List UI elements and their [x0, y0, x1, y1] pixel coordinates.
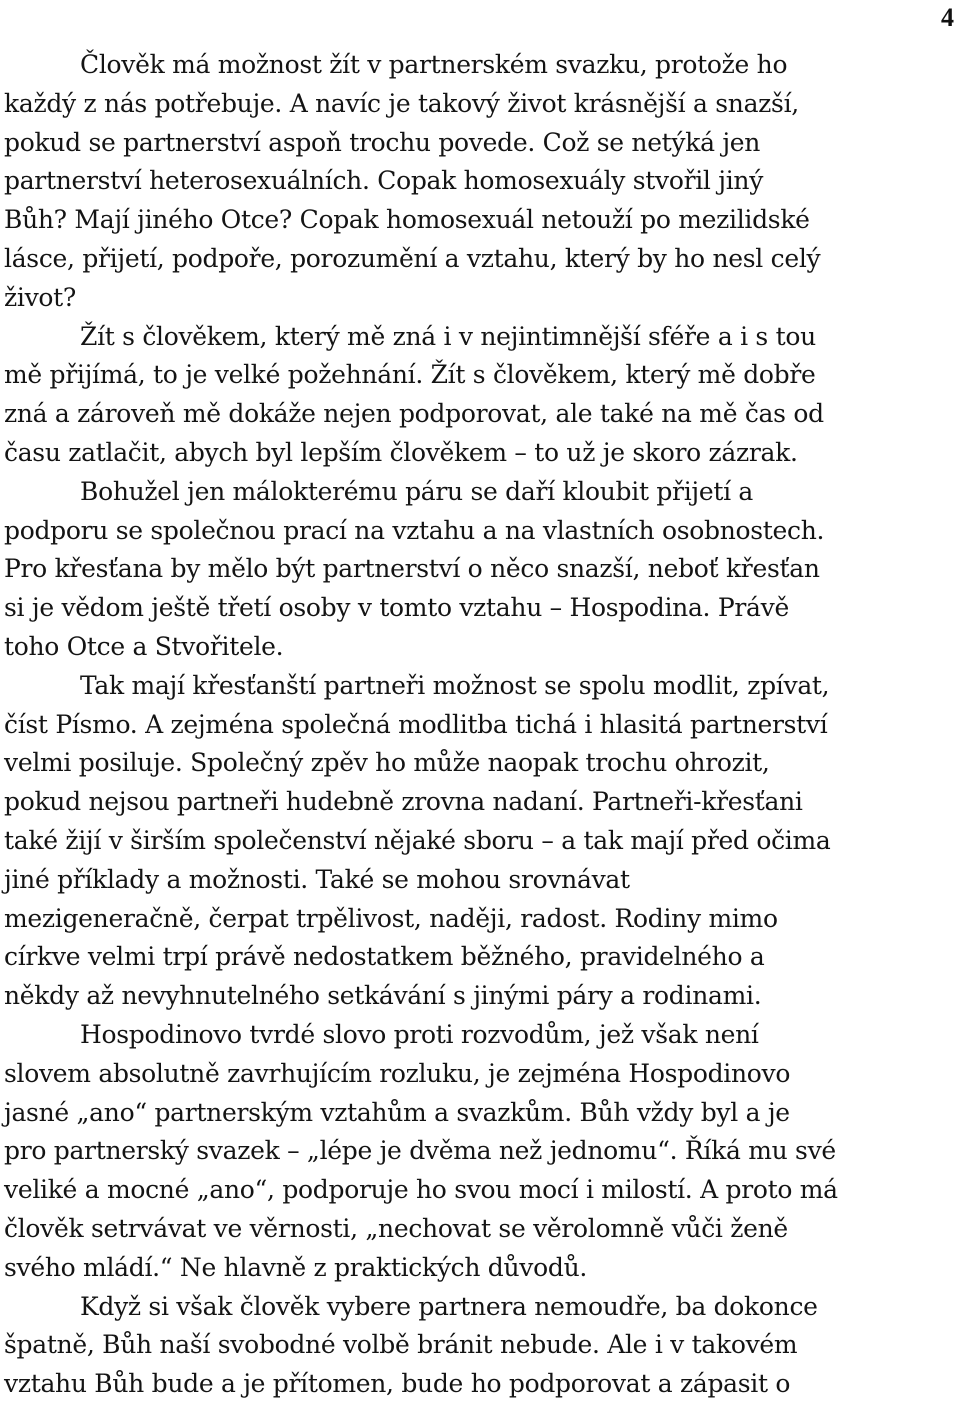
- text-line: také žijí v širším společenství nějaké sboru – a tak mají před očima: [4, 825, 831, 855]
- text-line: mezigeneračně, čerpat trpělivost, naději, radost. Rodiny mimo: [4, 903, 778, 933]
- text-line: mě přijímá, to je velké požehnání. Žít s člověkem, který mě dobře: [4, 360, 816, 390]
- text-line: Pro křesťana by mělo být partnerství o něco snazší, neboť křesťan: [4, 554, 820, 584]
- text-line: velmi posiluje. Společný zpěv ho může naopak trochu ohrozit,: [4, 748, 770, 778]
- text-line: Žít s člověkem, který mě zná i v nejintimnější sféře a i s tou: [80, 321, 816, 351]
- text-line: církve velmi trpí právě nedostatkem běžného, pravidelného a: [4, 942, 765, 972]
- paragraph: [4, 318, 960, 473]
- text-line: pokud se partnerství aspoň trochu povede. Což se netýká jen: [4, 127, 761, 157]
- text-line: každý z nás potřebuje. A navíc je takový život krásnější a snazší,: [4, 88, 799, 118]
- text-line: jasné „ano“ partnerským vztahům a svazkům. Bůh vždy byl a je: [4, 1097, 790, 1127]
- text-line: lásce, přijetí, podpoře, porozumění a vztahu, který by ho nesl celý: [4, 243, 821, 273]
- text-line: špatně, Bůh naší svobodné volbě bránit nebude. Ale i v takovém: [4, 1330, 798, 1360]
- text-line: Bohužel jen málokterému páru se daří kloubit přijetí a: [80, 476, 754, 506]
- text-line: partnerství heterosexuálních. Copak homosexuály stvořil jiný: [4, 166, 764, 196]
- page-number: 4: [941, 3, 954, 32]
- text-line: veliké a mocné „ano“, podporuje ho svou mocí i milostí. A proto má: [4, 1175, 838, 1205]
- text-line: Bůh? Mají jiného Otce? Copak homosexuál netouží po mezilidské: [4, 205, 810, 235]
- text-line: pokud nejsou partneři hudebně zrovna nadaní. Partneři-křesťani: [4, 787, 803, 817]
- text-line: život?: [4, 282, 76, 312]
- text-line: slovem absolutně zavrhujícím rozluku, je zejména Hospodinovo: [4, 1058, 791, 1088]
- text-line: člověk setrvávat ve věrnosti, „nechovat se věrolomně vůči ženě: [4, 1213, 788, 1243]
- text-line: toho Otce a Stvořitele.: [4, 631, 284, 661]
- text-line: podporu se společnou prací na vztahu a na vlastních osobnostech.: [4, 515, 825, 545]
- paragraph: [4, 1288, 960, 1404]
- text-line: času zatlačit, abych byl lepším člověkem – to už je skoro zázrak.: [4, 437, 798, 467]
- text-line: zná a zároveň mě dokáže nejen podporovat, ale také na mě čas od: [4, 399, 824, 429]
- text-line: Když si však člověk vybere partnera nemoudře, ba dokonce: [80, 1291, 818, 1321]
- text-line: Tak mají křesťanští partneři možnost se spolu modlit, zpívat,: [80, 670, 830, 700]
- text-line: Člověk má možnost žít v partnerském svazku, protože ho: [80, 50, 788, 79]
- body-text: [4, 46, 960, 1404]
- text-line: pro partnerský svazek – „lépe je dvěma než jednomu“. Říká mu své: [4, 1136, 836, 1166]
- text-line: svého mládí.“ Ne hlavně z praktických důvodů.: [4, 1252, 588, 1282]
- text-line: číst Písmo. A zejména společná modlitba tichá i hlasitá partnerství: [4, 709, 828, 739]
- paragraph: [4, 473, 960, 667]
- paragraph: [4, 1016, 960, 1288]
- text-line: jiné příklady a možnosti. Také se mohou srovnávat: [4, 864, 630, 894]
- paragraph: [4, 46, 960, 318]
- text-line: si je vědom ještě třetí osoby v tomto vztahu – Hospodina. Právě: [4, 593, 789, 623]
- text-line: vztahu Bůh bude a je přítomen, bude ho podporovat a zápasit o: [4, 1369, 791, 1399]
- text-line: někdy až nevyhnutelného setkávání s jinými páry a rodinami.: [4, 981, 762, 1011]
- paragraph: [4, 667, 960, 1016]
- text-line: Hospodinovo tvrdé slovo proti rozvodům, jež však není: [80, 1019, 759, 1049]
